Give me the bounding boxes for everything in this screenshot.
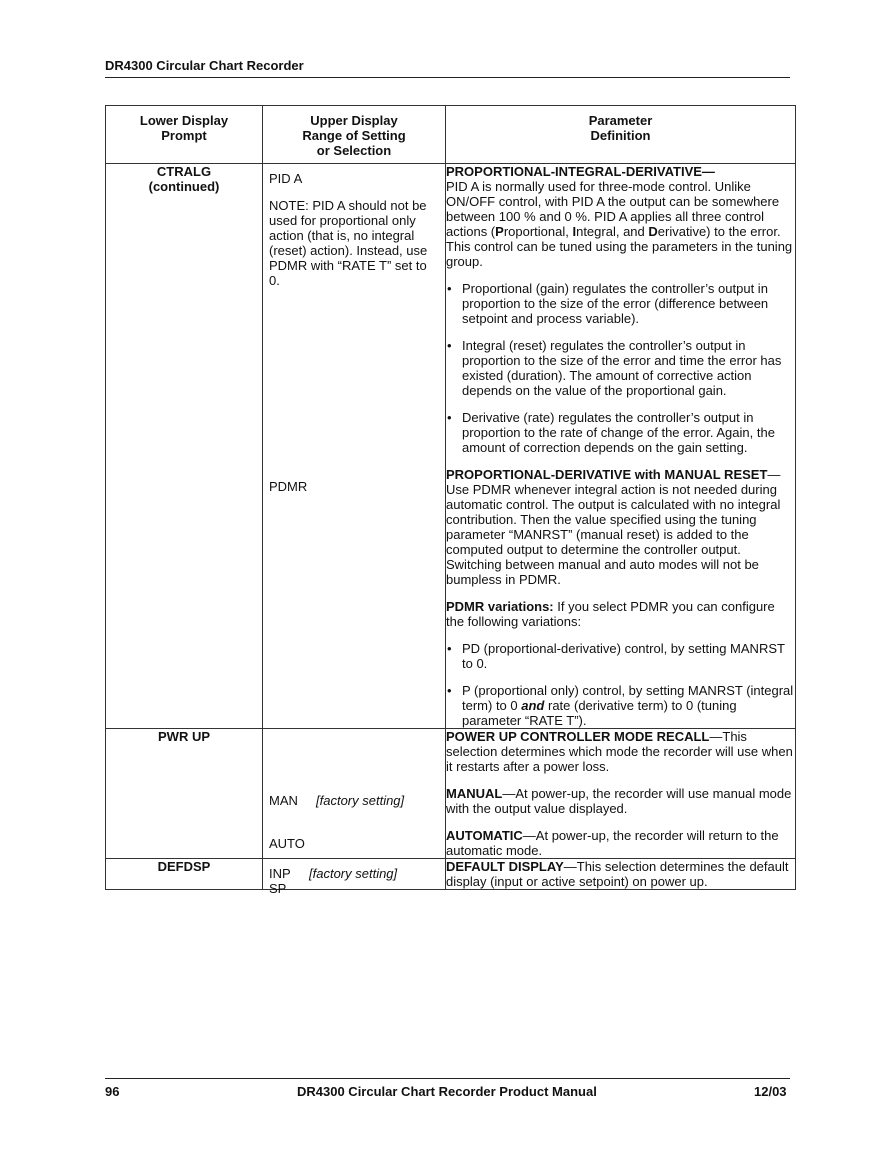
- page-number: 96: [105, 1084, 120, 1099]
- list-item: • P (proportional only) control, by setting MANRST (integral term) to 0 and rate (derivative term) to 0 (tuning parameter “RATE T”).: [446, 683, 795, 728]
- header-upper-display-range: Upper Display Range of Setting or Selection: [263, 106, 446, 164]
- range-pida-note: NOTE: PID A should not be used for proportional only action (that is, no integral (reset) action). Instead, use PDMR with “RATE T” set to 0.: [269, 198, 428, 288]
- list-item: • Derivative (rate) regulates the controller’s output in proportion to the rate of change of the error. Again, the amount of correction depends on the gain setting.: [446, 410, 795, 455]
- pid-title: PROPORTIONAL-INTEGRAL-DERIVATIVE—: [446, 164, 715, 179]
- range-defdsp: [263, 859, 446, 896]
- manual-definition: MANUAL—At power-up, the recorder will use manual mode with the output value displayed.: [446, 786, 792, 816]
- range-pwrup: [263, 729, 446, 859]
- footer-rule: [105, 1078, 790, 1079]
- table-row-defdsp: [106, 859, 796, 890]
- prompt-defdsp: DEFDSP: [106, 859, 263, 890]
- range-pdmr-label: PDMR: [269, 479, 308, 494]
- pdmr-variation-list: [446, 641, 795, 728]
- defdsp-definition: DEFAULT DISPLAY—This selection determines the default display (input or active setpoint) on power up.: [446, 859, 789, 889]
- footer-date: 12/03: [754, 1084, 787, 1099]
- automatic-definition: AUTOMATIC—At power-up, the recorder will return to the automatic mode.: [446, 828, 779, 858]
- pdmr-variations: PDMR variations: If you select PDMR you can configure the following variations:: [446, 599, 775, 629]
- prompt-ctralg: [106, 164, 263, 729]
- list-item: • Integral (reset) regulates the controller’s output in proportion to the size of the error and time the error has existed (duration). The amount of corrective action depends on the value of the proportional gain.: [446, 338, 795, 398]
- range-auto: AUTO: [269, 836, 305, 851]
- prompt-pwrup: PWR UP: [106, 729, 263, 859]
- range-sp: SP: [269, 881, 287, 896]
- definition-defdsp: [446, 859, 796, 890]
- header-lower-display-prompt: Lower Display Prompt: [106, 106, 263, 164]
- pid-bullet-list: [446, 281, 795, 455]
- pid-definition: PROPORTIONAL-INTEGRAL-DERIVATIVE— PID A is normally used for three-mode control. Unlike ON/OFF control, with PID A the output can be somewhere between 100 % and 0 %. PID A applies all three control actions (Proportional, Integral, and Derivative) to the error. This control can be tuned using the parameters in the tuning group.: [446, 164, 793, 269]
- header-rule: [105, 77, 790, 78]
- footer-manual-title: DR4300 Circular Chart Recorder Product Manual: [297, 1084, 597, 1099]
- factory-setting-inp: [factory setting]: [309, 866, 398, 881]
- parameter-table: [105, 105, 796, 896]
- table-header-row: [106, 106, 796, 164]
- pdmr-variations-title: PDMR variations:: [446, 599, 554, 614]
- range-man: MAN [factory setting]: [269, 793, 405, 808]
- list-item: • PD (proportional-derivative) control, by setting MANRST to 0.: [446, 641, 795, 671]
- definition-ctralg: [446, 164, 796, 729]
- factory-setting-man: [factory setting]: [316, 793, 405, 808]
- pdmr-title: PROPORTIONAL-DERIVATIVE with MANUAL RESET: [446, 467, 768, 482]
- range-ctralg: [263, 164, 446, 729]
- range-inp: INP [factory setting]: [269, 866, 398, 881]
- table-row-pwrup: [106, 729, 796, 859]
- page-header-title: DR4300 Circular Chart Recorder: [105, 58, 304, 73]
- range-pida-label: PID A: [269, 171, 303, 186]
- pdmr-definition: PROPORTIONAL-DERIVATIVE with MANUAL RESET—Use PDMR whenever integral action is not needed during automatic control. The output is calculated with no integral contribution. Then the value specified using the tuning parameter “MANRST” (manual reset) is added to the computed output to determine the controller output. Switching between manual and auto modes will not be bumpless in PDMR.: [446, 467, 781, 587]
- definition-pwrup: [446, 729, 796, 859]
- header-parameter-definition: Parameter Definition: [446, 106, 796, 164]
- pwrup-definition: POWER UP CONTROLLER MODE RECALL—This selection determines which mode the recorder will use when it restarts after a power loss.: [446, 729, 793, 774]
- table-row-ctralg: [106, 164, 796, 729]
- list-item: • Proportional (gain) regulates the controller’s output in proportion to the size of the error (difference between setpoint and process variable).: [446, 281, 795, 326]
- prompt-ctralg-text: CTRALG (continued): [148, 164, 220, 194]
